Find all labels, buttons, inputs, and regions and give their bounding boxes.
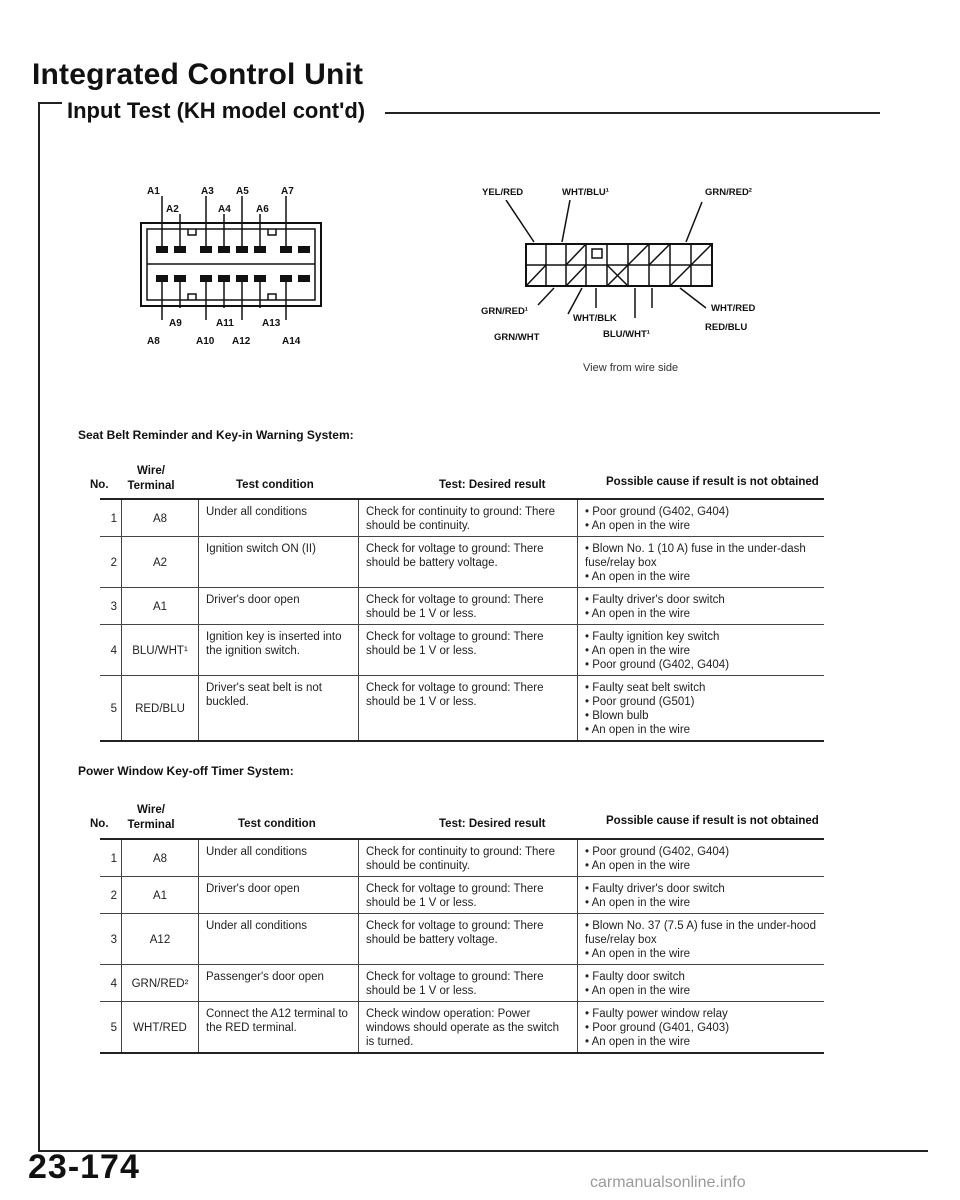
cause-cell: [578, 1002, 825, 1054]
cause-cell: [578, 588, 825, 625]
cause-item: • An open in the wire: [585, 724, 691, 736]
cause-item: • An open in the wire: [585, 948, 691, 960]
col-header-wire: [111, 803, 191, 833]
terminal-cell: GRN/RED²: [122, 965, 199, 1002]
cause-cell: [578, 625, 825, 676]
cause-item: • Poor ground (G402, G404): [585, 506, 730, 518]
terminal-cell: A2: [122, 537, 199, 588]
seat-belt-table: [100, 498, 824, 742]
condition-cell: Under all conditions: [199, 914, 359, 965]
frame-corner-rule: [38, 102, 62, 104]
pin-label: A9: [169, 318, 182, 329]
cause-item: • An open in the wire: [585, 520, 691, 532]
cause-item: • Faulty door switch: [585, 971, 685, 983]
result-cell: Check for voltage to ground: There should be 1 V or less.: [359, 877, 578, 914]
cause-cell: [578, 537, 825, 588]
row-number: 3: [100, 588, 122, 625]
result-cell: Check for voltage to ground: There should be 1 V or less.: [359, 625, 578, 676]
table-row: [100, 965, 824, 1002]
cause-cell: [578, 676, 825, 742]
table-row: [100, 499, 824, 537]
section-title: Power Window Key-off Timer System:: [78, 764, 294, 778]
cause-item: • Blown No. 1 (10 A) fuse in the under-dash fuse/relay box: [585, 543, 806, 569]
row-number: 4: [100, 625, 122, 676]
view-note: View from wire side: [583, 362, 679, 374]
pin-label: A5: [236, 186, 249, 197]
col-header-cause: Possible cause if result is not obtained: [606, 815, 819, 827]
pin-label: A1: [147, 186, 160, 197]
pin-label: A13: [262, 318, 281, 329]
cause-item: • An open in the wire: [585, 860, 691, 872]
cause-item: • An open in the wire: [585, 897, 691, 909]
cause-cell: [578, 877, 825, 914]
cause-item: • Faulty driver's door switch: [585, 883, 725, 895]
pin-label: A14: [282, 336, 301, 347]
condition-cell: Driver's door open: [199, 588, 359, 625]
cause-item: • Blown bulb: [585, 710, 649, 722]
wire-label: WHT/RED: [711, 303, 756, 314]
pin-label: A6: [256, 204, 269, 215]
col-header-cause: Possible cause if result is not obtained: [606, 476, 819, 488]
watermark: carmanualsonline.info: [590, 1174, 746, 1191]
cause-item: • Faulty ignition key switch: [585, 631, 720, 643]
terminal-cell: A12: [122, 914, 199, 965]
cause-cell: [578, 965, 825, 1002]
page-subtitle: Input Test (KH model cont'd): [67, 98, 366, 123]
condition-cell: Under all conditions: [199, 839, 359, 877]
pin-label: A4: [218, 204, 231, 215]
condition-cell: Under all conditions: [199, 499, 359, 537]
result-cell: Check for voltage to ground: There should be 1 V or less.: [359, 965, 578, 1002]
condition-cell: Driver's seat belt is not buckled.: [199, 676, 359, 742]
row-number: 2: [100, 877, 122, 914]
wire-label: GRN/RED¹: [481, 306, 528, 317]
col-header-wire-line1: Wire/: [136, 804, 165, 816]
terminal-cell: A1: [122, 877, 199, 914]
table-row: [100, 839, 824, 877]
page-title: Integrated Control Unit: [32, 58, 364, 91]
condition-cell: Passenger's door open: [199, 965, 359, 1002]
pin-label: A11: [216, 318, 234, 329]
cause-item: • An open in the wire: [585, 608, 691, 620]
col-header-no: No.: [90, 818, 109, 830]
col-header-result: Test: Desired result: [439, 479, 546, 491]
col-header-no: No.: [90, 479, 109, 491]
col-header-condition: Test condition: [238, 818, 316, 830]
col-header-terminal: Terminal: [127, 819, 175, 831]
table-row: [100, 1002, 824, 1054]
pin-label: A8: [147, 336, 160, 347]
condition-cell: Ignition key is inserted into the ignition switch.: [199, 625, 359, 676]
cause-item: • An open in the wire: [585, 645, 691, 657]
pin-label: A12: [232, 336, 251, 347]
wire-label: WHT/BLK: [573, 313, 617, 324]
condition-cell: Connect the A12 terminal to the RED terminal.: [199, 1002, 359, 1054]
row-number: 3: [100, 914, 122, 965]
cause-cell: [578, 839, 825, 877]
result-cell: Check window operation: Power windows should operate as the switch is turned.: [359, 1002, 578, 1054]
terminal-cell: A8: [122, 839, 199, 877]
pin-label: A10: [196, 336, 215, 347]
row-number: 1: [100, 499, 122, 537]
row-number: 1: [100, 839, 122, 877]
terminal-cell: BLU/WHT¹: [122, 625, 199, 676]
cause-item: • Faulty driver's door switch: [585, 594, 725, 606]
wire-label: GRN/WHT: [494, 332, 540, 343]
result-cell: Check for voltage to ground: There should be battery voltage.: [359, 537, 578, 588]
row-number: 2: [100, 537, 122, 588]
condition-cell: Ignition switch ON (II): [199, 537, 359, 588]
terminal-cell: A8: [122, 499, 199, 537]
power-window-table: [100, 838, 824, 1054]
frame-top-rule: [385, 112, 880, 114]
section-title: Seat Belt Reminder and Key-in Warning System:: [78, 428, 354, 442]
col-header-condition: Test condition: [236, 479, 314, 491]
row-number: 5: [100, 1002, 122, 1054]
page-number: 23-174: [28, 1148, 140, 1186]
table-row: [100, 877, 824, 914]
wire-label: WHT/BLU¹: [562, 187, 609, 198]
cause-item: • Faulty seat belt switch: [585, 682, 706, 694]
wire-label: RED/BLU: [705, 322, 748, 333]
result-cell: Check for continuity to ground: There should be continuity.: [359, 499, 578, 537]
cause-item: • Poor ground (G501): [585, 696, 695, 708]
frame-bottom-rule: [38, 1150, 928, 1152]
connector-a-diagram: [130, 180, 330, 320]
wire-label: YEL/RED: [482, 187, 524, 198]
table-row: [100, 537, 824, 588]
result-cell: Check for voltage to ground: There should be battery voltage.: [359, 914, 578, 965]
col-header-wire: [111, 464, 191, 494]
terminal-cell: WHT/RED: [122, 1002, 199, 1054]
cause-item: • Poor ground (G402, G404): [585, 659, 730, 671]
result-cell: Check for voltage to ground: There should be 1 V or less.: [359, 676, 578, 742]
table-row: [100, 588, 824, 625]
cause-cell: [578, 499, 825, 537]
wire-label: BLU/WHT¹: [603, 329, 650, 340]
cause-item: • An open in the wire: [585, 571, 691, 583]
row-number: 5: [100, 676, 122, 742]
col-header-wire-line1: Wire/: [136, 465, 165, 477]
col-header-result: Test: Desired result: [439, 818, 546, 830]
pin-label: A2: [166, 204, 179, 215]
col-header-terminal: Terminal: [127, 480, 175, 492]
cause-item: • Blown No. 37 (7.5 A) fuse in the under-hood fuse/relay box: [585, 920, 816, 946]
pin-label: A3: [201, 186, 214, 197]
cause-item: • Poor ground (G402, G404): [585, 846, 730, 858]
result-cell: Check for voltage to ground: There should be 1 V or less.: [359, 588, 578, 625]
terminal-cell: A1: [122, 588, 199, 625]
cause-item: • An open in the wire: [585, 1036, 691, 1048]
frame-left-rule: [38, 102, 40, 1150]
table-row: [100, 914, 824, 965]
pin-label: A7: [281, 186, 294, 197]
condition-cell: Driver's door open: [199, 877, 359, 914]
terminal-cell: RED/BLU: [122, 676, 199, 742]
wire-label: GRN/RED²: [705, 187, 752, 198]
cause-item: • Poor ground (G401, G403): [585, 1022, 730, 1034]
result-cell: Check for continuity to ground: There should be continuity.: [359, 839, 578, 877]
table-row: [100, 625, 824, 676]
table-row: [100, 676, 824, 742]
cause-item: • An open in the wire: [585, 985, 691, 997]
cause-cell: [578, 914, 825, 965]
row-number: 4: [100, 965, 122, 1002]
cause-item: • Faulty power window relay: [585, 1008, 728, 1020]
